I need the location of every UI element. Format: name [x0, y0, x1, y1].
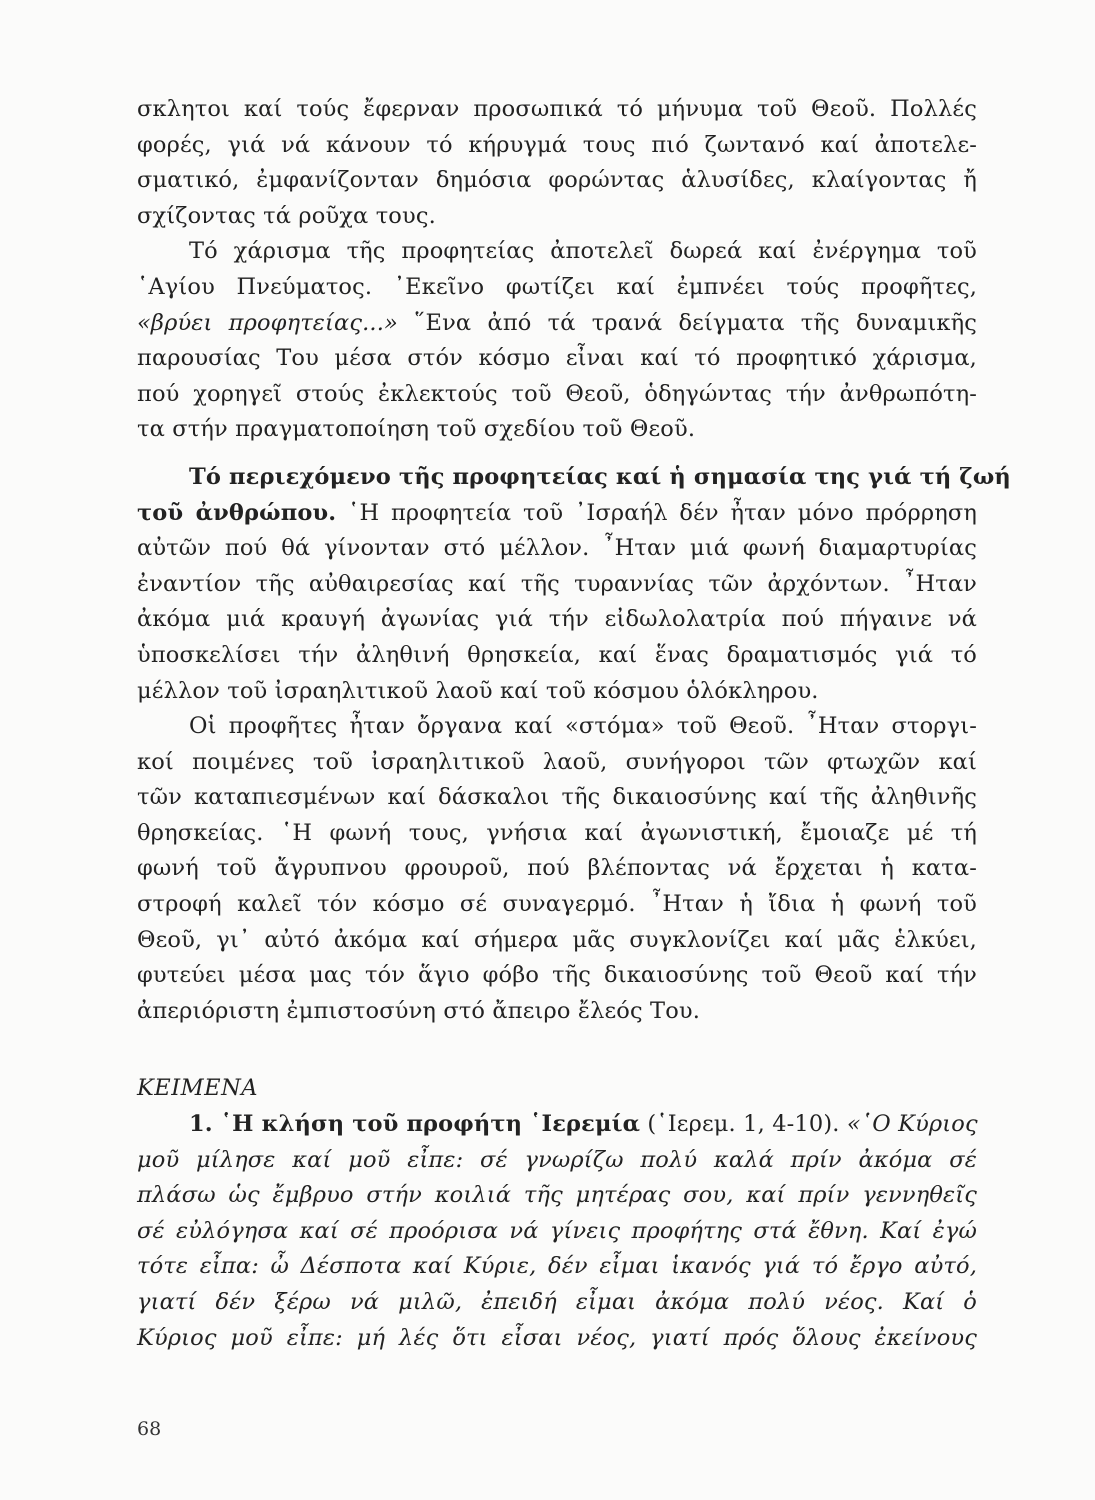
text-line: [137, 306, 977, 342]
text-line: μέλλον τοῦ ἰσραηλιτικοῦ λαοῦ καί τοῦ κόσμου ὁλόκληρου.: [137, 677, 819, 704]
text-line: [137, 460, 1011, 496]
text-line: τα στήν πραγματοποίηση τοῦ σχεδίου τοῦ Θεοῦ.: [137, 416, 696, 443]
page-number: 68: [137, 1418, 162, 1440]
section-heading: ΚΕΙΜΕΝΑ: [137, 1075, 259, 1102]
text-line: ὑποσκελίσει τήν ἀληθινή θρησκεία, καί ἕνας δραματισμός γιά τό: [137, 641, 977, 668]
bold-heading: Τό περιεχόμενο τῆς προφητείας καί ἡ σημασία της γιά τή ζωή: [189, 463, 1011, 490]
text-line: [137, 1107, 977, 1143]
text-line: πού χορηγεῖ στούς ἐκλεκτούς τοῦ Θεοῦ, ὁδηγώντας τήν ἀνθρωπότη-: [137, 380, 977, 407]
spacer: [137, 1029, 977, 1071]
text-span: ῾Η προφητεία τοῦ ᾿Ισραήλ δέν ἦταν μόνο πρόρρηση: [336, 499, 977, 526]
text-line: πλάσω ὡς ἔμβρυο στήν κοιλιά τῆς μητέρας σου, καί πρίν γεννηθεῖς: [137, 1182, 977, 1209]
paragraph-continuation: [137, 92, 977, 234]
text-line: φυτεύει μέσα μας τόν ἅγιο φόβο τῆς δικαιοσύνης τοῦ Θεοῦ καί τήν: [137, 962, 977, 989]
text-line: γιατί δέν ξέρω νά μιλῶ, ἐπειδή εἶμαι ἀκόμα πολύ νέος. Καί ὁ: [137, 1289, 977, 1315]
text-line: παρουσίας Του μέσα στόν κόσμο εἶναι καί τό προφητικό χάρισμα,: [137, 345, 977, 372]
spacer: [137, 448, 977, 460]
text-line: κοί ποιμένες τοῦ ἰσραηλιτικοῦ λαοῦ, συνήγοροι τῶν φτωχῶν καί: [137, 748, 977, 775]
text-line: σκλητοι καί τούς ἔφερναν προσωπικά τό μήνυμα τοῦ Θεοῦ. Πολλές: [137, 96, 977, 122]
text-line: φωνή τοῦ ἄγρυπνου φρουροῦ, πού βλέποντας νά ἔρχεται ἡ κατα-: [137, 855, 977, 882]
text-line: [137, 496, 977, 532]
text-line: σχίζοντας τά ροῦχα τους.: [137, 202, 436, 229]
text-span: ῞Ενα ἀπό τά τρανά δείγματα τῆς δυναμικῆς: [397, 309, 977, 336]
italic-quote: «῾Ο Κύριος: [839, 1111, 978, 1138]
text-line: ἀκόμα μιά κραυγή ἀγωνίας γιά τήν εἰδωλολατρία πού πήγαινε νά: [137, 606, 977, 633]
paragraph-charisma: [137, 234, 977, 448]
text-line: αὐτῶν πού θά γίνονταν στό μέλλον. ῏Ηταν μιά φωνή διαμαρτυρίας: [137, 535, 977, 562]
text-line: σματικό, ἐμφανίζονταν δημόσια φορώντας ἁλυσίδες, κλαίγοντας ἤ: [137, 167, 977, 194]
text-line: φορές, γιά νά κάνουν τό κήρυγμά τους πιό ζωντανό καί ἀποτελε-: [137, 131, 977, 158]
paragraph-prophecy-content: [137, 460, 1011, 709]
text-line: Κύριος μοῦ εἶπε: μή λές ὅτι εἶσαι νέος, γιατί πρός ὅλους ἐκείνους: [137, 1324, 977, 1351]
excerpt-number: 1.: [189, 1111, 213, 1138]
page-body: [137, 92, 1011, 1356]
text-line: ἀπεριόριστη ἐμπιστοσύνη στό ἄπειρο ἔλεός Του.: [137, 997, 701, 1024]
italic-quote: «βρύει προφητείας...»: [137, 309, 398, 336]
text-line: τότε εἶπα: ὦ Δέσποτα καί Κύριε, δέν εἶμαι ἱκανός γιά τό ἔργο αὐτό,: [137, 1253, 977, 1280]
bold-heading: τοῦ ἀνθρώπου.: [137, 499, 337, 526]
text-line: σέ εὐλόγησα καί σέ προόρισα νά γίνεις προφήτης στά ἔθνη. Καί ἐγώ: [137, 1217, 977, 1244]
excerpt-jeremiah: [137, 1107, 977, 1356]
text-line: ἐναντίον τῆς αὐθαιρεσίας καί τῆς τυραννίας τῶν ἀρχόντων. ῏Ηταν: [137, 570, 977, 597]
excerpt-title: ῾Η κλήση τοῦ προφήτη ῾Ιερεμία: [212, 1111, 641, 1138]
text-line: στροφή καλεῖ τόν κόσμο σέ συναγερμό. ῏Ηταν ἡ ἴδια ἡ φωνή τοῦ: [137, 891, 977, 918]
excerpt-reference: (῾Ιερεμ. 1, 4-10).: [640, 1111, 840, 1138]
text-line: Θεοῦ, γι᾿ αὐτό ἀκόμα καί σήμερα μᾶς συγκλονίζει καί μᾶς ἑλκύει,: [137, 926, 977, 953]
text-line: ῾Αγίου Πνεύματος. ᾿Εκεῖνο φωτίζει καί ἐμπνέει τούς προφῆτες,: [137, 273, 977, 300]
text-line: τῶν καταπιεσμένων καί δάσκαλοι τῆς δικαιοσύνης καί τῆς ἀληθινῆς: [137, 784, 977, 811]
text-line: Τό χάρισμα τῆς προφητείας ἀποτελεῖ δωρεά καί ἐνέργημα τοῦ: [189, 238, 977, 265]
paragraph-prophets: [137, 709, 977, 1029]
text-line: θρησκείας. ῾Η φωνή τους, γνήσια καί ἀγωνιστική, ἔμοιαζε μέ τή: [137, 819, 977, 846]
text-line: μοῦ μίλησε καί μοῦ εἶπε: σέ γνωρίζω πολύ καλά πρίν ἀκόμα σέ: [137, 1146, 977, 1173]
text-line: Οἱ προφῆτες ἦταν ὄργανα καί «στόμα» τοῦ Θεοῦ. ῏Ηταν στοργι-: [189, 713, 977, 740]
